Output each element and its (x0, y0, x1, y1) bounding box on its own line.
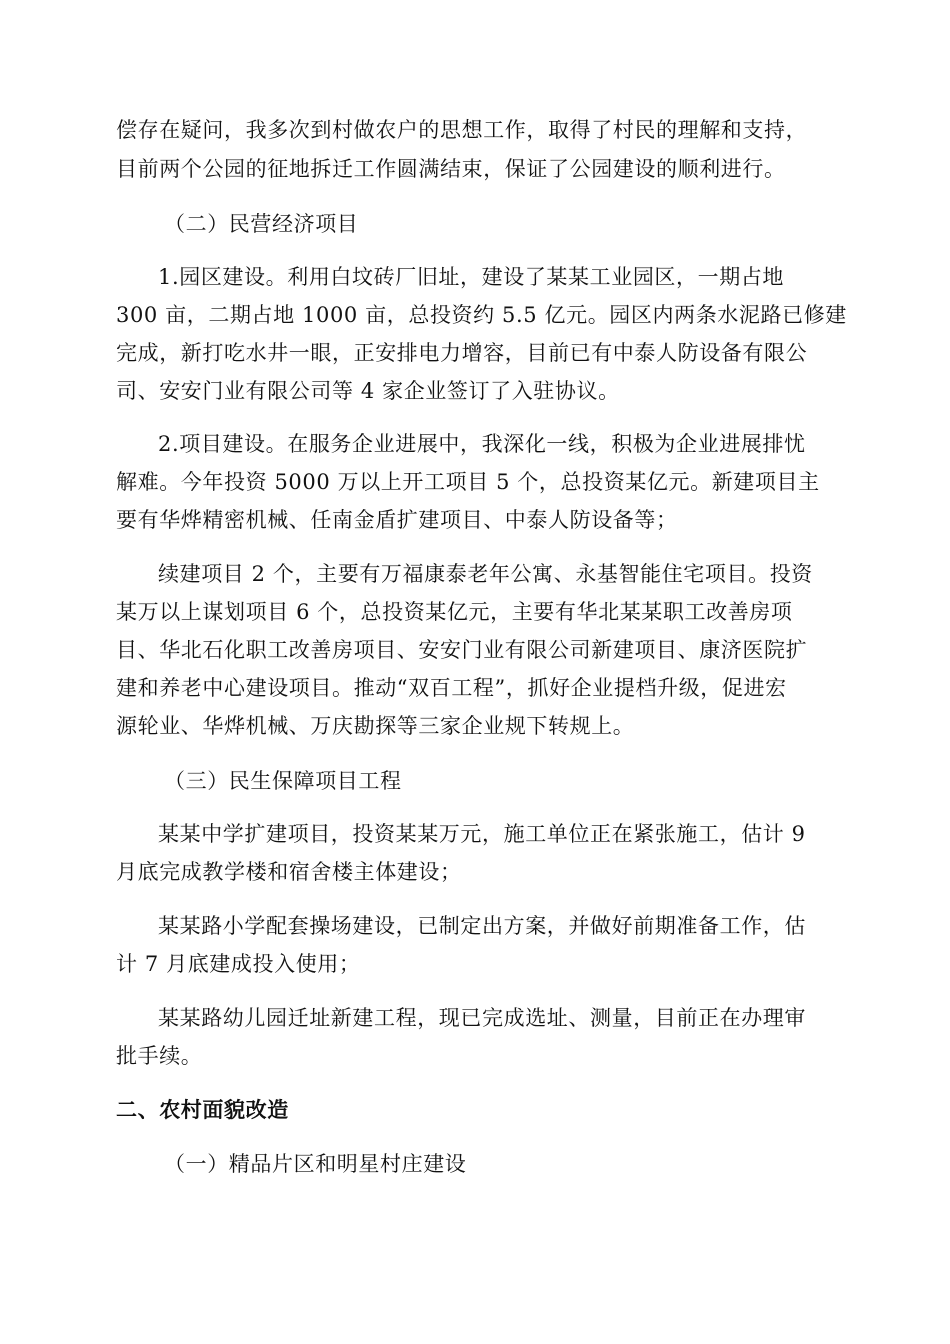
paragraph-line: 某某路幼儿园迁址新建工程，现已完成选址、测量，目前正在办理审 (158, 1006, 806, 1030)
paragraph-line: 2.项目建设。在服务企业进展中，我深化一线，积极为企业进展排忧 (158, 432, 806, 456)
paragraph-line: 偿存在疑问，我多次到村做农户的思想工作，取得了村民的理解和支持， (116, 118, 808, 142)
section-subtitle: （三）民生保障项目工程 (164, 769, 402, 793)
paragraph-line: 300 亩，二期占地 1000 亩，总投资约 5.5 亿元。园区内两条水泥路已修建 (116, 303, 847, 327)
paragraph-line: 要有华烨精密机械、任南金盾扩建项目、中泰人防设备等； (116, 508, 678, 532)
paragraph-line: 某某中学扩建项目，投资某某万元，施工单位正在紧张施工，估计 9 (158, 822, 806, 846)
paragraph-line: 源轮业、华烨机械、万庆勘探等三家企业规下转规上。 (116, 714, 635, 738)
paragraph-line: 某万以上谋划项目 6 个，总投资某亿元，主要有华北某某职工改善房项 (116, 600, 793, 624)
paragraph-line: 批手续。 (116, 1044, 203, 1068)
paragraph-line: 完成，新打吃水井一眼，正安排电力增容，目前已有中泰人防设备有限公 (116, 341, 808, 365)
paragraph-line: 续建项目 2 个，主要有万福康泰老年公寓、永基智能住宅项目。投资 (158, 562, 813, 586)
paragraph-line: 1.园区建设。利用白坟砖厂旧址，建设了某某工业园区，一期占地 (158, 265, 785, 289)
paragraph-line: 解难。今年投资 5000 万以上开工项目 5 个，总投资某亿元。新建项目主 (116, 470, 820, 494)
paragraph-line: 目、华北石化职工改善房项目、安安门业有限公司新建项目、康济医院扩 (116, 638, 808, 662)
section-subtitle: （二）民营经济项目 (164, 212, 359, 236)
paragraph-line: 计 7 月底建成投入使用； (116, 952, 361, 976)
paragraph-line: 月底完成教学楼和宿舍楼主体建设； (116, 860, 462, 884)
section-heading: 二、农村面貌改造 (116, 1098, 289, 1122)
paragraph-line: 司、安安门业有限公司等 4 家企业签订了入驻协议。 (116, 379, 620, 403)
paragraph-line: 目前两个公园的征地拆迁工作圆满结束，保证了公园建设的顺利进行。 (116, 157, 786, 181)
paragraph-line: 建和养老中心建设项目。推动“双百工程”，抓好企业提档升级，促进宏 (116, 676, 787, 700)
paragraph-line: 某某路小学配套操场建设，已制定出方案，并做好前期准备工作，估 (158, 914, 806, 938)
section-subtitle: （一）精品片区和明星村庄建设 (164, 1152, 467, 1176)
